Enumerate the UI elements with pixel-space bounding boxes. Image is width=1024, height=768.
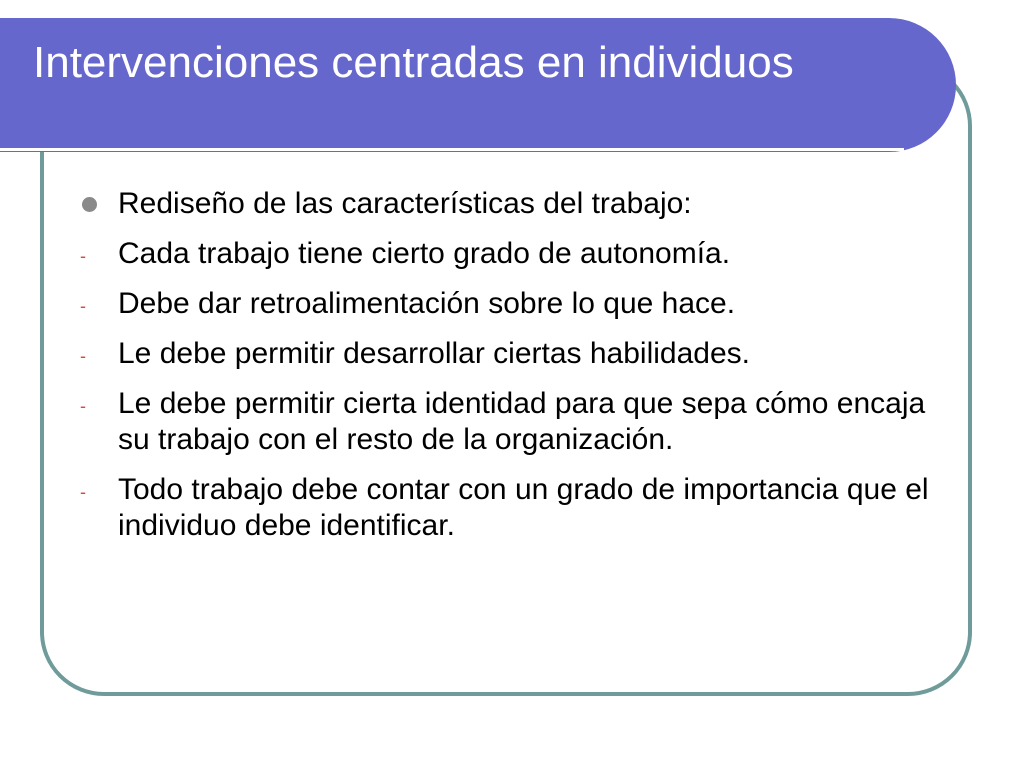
list-item xyxy=(80,186,960,222)
list-item xyxy=(80,336,960,372)
bullet-list xyxy=(80,186,960,558)
list-item-text: Le debe permitir cierta identidad para que sepa cómo encaja su trabajo con el resto de la organización. xyxy=(118,387,926,456)
list-item-text: Rediseño de las características del trabajo: xyxy=(118,187,692,220)
slide-title: Intervenciones centradas en individuos xyxy=(33,38,794,87)
list-item-text: Debe dar retroalimentación sobre lo que hace. xyxy=(118,287,736,320)
list-item-text: Le debe permitir desarrollar ciertas habilidades. xyxy=(118,337,750,370)
title-underline xyxy=(0,148,904,151)
dash-bullet-icon: - xyxy=(80,482,86,502)
bullet-dot-icon xyxy=(82,197,97,212)
title-bar xyxy=(0,18,956,152)
dash-bullet-icon: - xyxy=(80,396,86,416)
list-item-text: Todo trabajo debe contar con un grado de importancia que el individuo debe identificar. xyxy=(118,473,929,542)
dash-bullet-icon: - xyxy=(80,296,86,316)
list-item xyxy=(80,386,960,458)
dash-bullet-icon: - xyxy=(80,246,86,266)
list-item xyxy=(80,472,960,544)
dash-bullet-icon: - xyxy=(80,346,86,366)
list-item xyxy=(80,236,960,272)
list-item-text: Cada trabajo tiene cierto grado de autonomía. xyxy=(118,237,731,270)
list-item xyxy=(80,286,960,322)
